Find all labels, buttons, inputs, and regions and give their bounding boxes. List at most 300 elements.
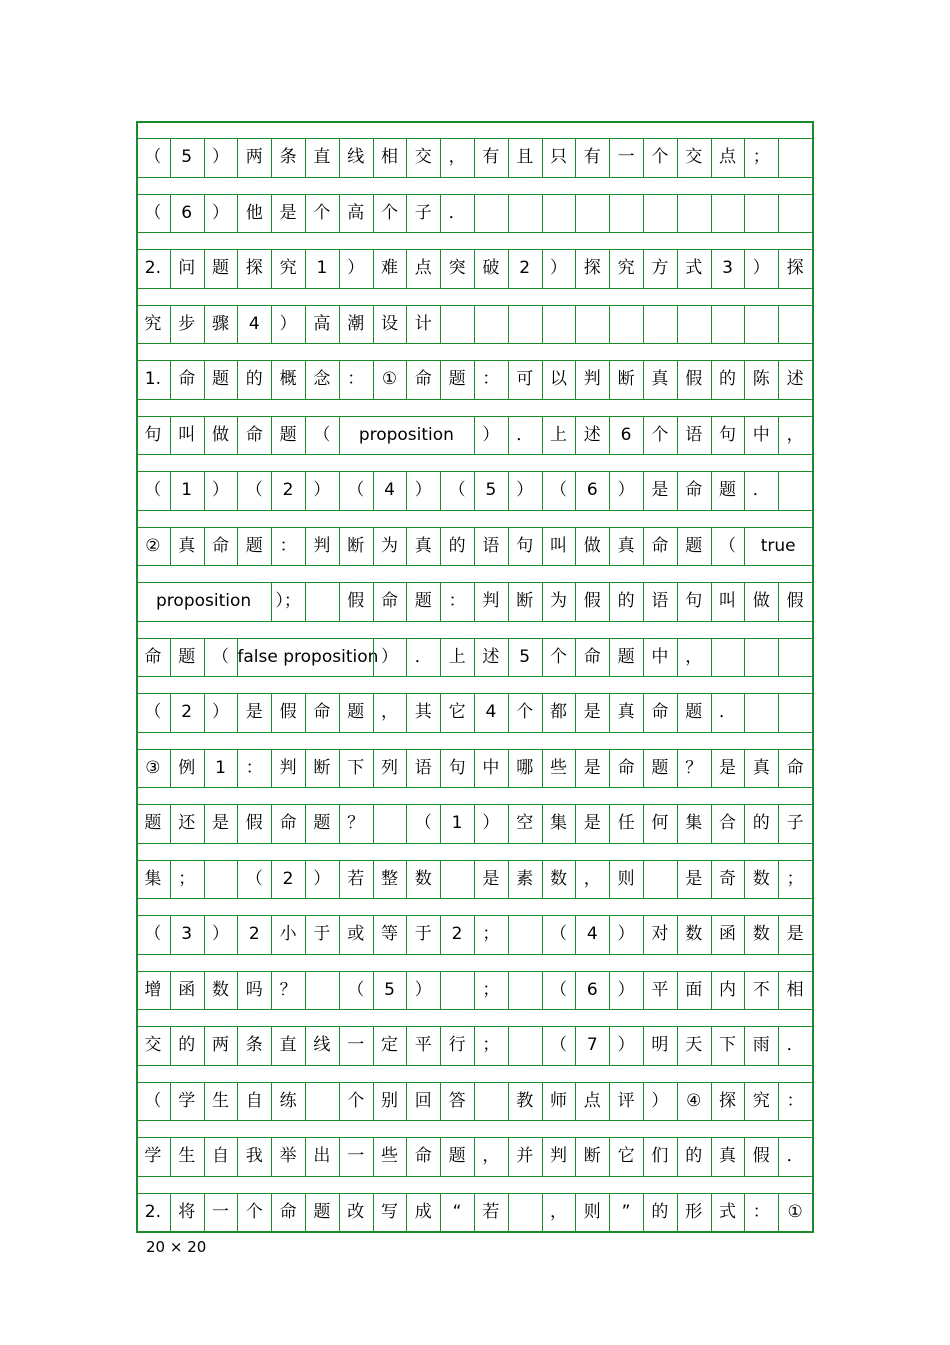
grid-cell: 3 [722,258,733,278]
grid-cell: true [760,535,796,556]
grid-cell: （ [144,924,162,944]
grid-cell: 命 [245,424,263,445]
grid-cell: ） [313,868,331,889]
grid-cell: 命 [380,591,398,611]
grid-cell: ： [448,591,466,611]
grid-cell [508,915,542,954]
grid-row-line [136,1120,812,1121]
grid-cell: 的 [651,1201,669,1222]
grid-cell: 题 [347,702,365,722]
grid-cell: 假 [583,591,601,611]
grid-cell: （ [549,924,567,944]
grid-cell: 直 [279,1035,297,1055]
grid-cell: 是 [583,813,601,833]
grid-cell: 是 [718,757,736,778]
grid-cell: 何 [651,813,669,833]
grid-cell: 函 [178,979,196,1000]
grid-cell: 改 [347,1201,365,1222]
grid-cell: 都 [549,702,567,722]
grid-row-line [136,898,812,899]
grid-cell: 内 [718,979,736,1000]
grid-cell: 奇 [718,868,736,889]
grid-cell: 探 [583,258,601,278]
grid-cell: 两 [211,1035,229,1055]
grid-cell: 究 [617,258,635,278]
grid-cell: 1 [451,813,463,833]
grid-cell: 概 [279,369,297,389]
grid-cell: ， [685,646,703,667]
grid-cell: 假 [685,369,703,389]
grid-cell: 数 [549,868,567,889]
grid-cell: 我 [245,1146,263,1166]
grid-cell: 题 [685,535,703,556]
grid-cell: 任 [617,813,635,833]
grid-cell: false proposition [237,646,379,667]
manuscript-grid [136,121,812,1231]
grid-cell: 题 [718,480,736,500]
grid-cell: 生 [178,1146,196,1166]
grid-cell: 命 [279,813,297,833]
grid-cell: 条 [279,147,297,167]
grid-cell: ： [482,369,500,389]
grid-cell: 为 [380,535,398,556]
grid-cell: 一 [347,1146,365,1166]
grid-cell: （ [144,480,162,500]
grid-cell [744,194,778,233]
grid-cell: 数 [211,979,229,1000]
grid-cell: ； [178,868,196,889]
grid-cell: 题 [144,813,162,833]
grid-cell: 题 [245,535,263,556]
grid-cell [508,1193,542,1232]
grid-cell: 5 [485,480,497,500]
grid-cell: 语 [414,757,432,778]
grid-cell: 且 [516,147,534,167]
grid-cell: 等 [380,924,398,944]
grid-cell [609,305,643,344]
grid-cell: 6 [586,480,598,500]
grid-cell: ” [621,1201,631,1222]
grid-cell: 若 [347,868,365,889]
grid-cell: 破 [482,258,500,278]
grid-cell: ） [211,480,229,500]
grid-cell: 判 [583,369,601,389]
grid-cell: 或 [347,924,365,944]
grid-cell: ） [482,813,500,833]
grid-cell: 假 [347,591,365,611]
grid-row-line [136,954,812,955]
grid-cell [542,194,576,233]
grid-cell: 相 [786,979,804,1000]
grid-cell: 4 [248,313,260,334]
grid-cell [609,194,643,233]
grid-cell: 形 [685,1201,703,1222]
grid-cell: ： [279,535,297,556]
grid-cell: 做 [752,591,770,611]
grid-cell: 题 [279,424,297,445]
grid-cell: 真 [617,535,635,556]
grid-cell: 个 [516,702,534,722]
grid-cell: ） [617,979,635,1000]
grid-cell: 判 [313,535,331,556]
grid-cell [440,860,474,899]
grid-cell: （ [347,979,365,1000]
grid-cell: 有 [482,147,500,167]
grid-cell [373,804,407,843]
grid-cell: 判 [279,757,297,778]
grid-cell: （ [144,1090,162,1111]
grid-cell: 题 [651,757,669,778]
grid-cell: 点 [414,258,432,278]
grid-cell: ② [145,535,161,556]
grid-cell [778,471,812,510]
grid-cell: 叫 [178,424,196,445]
grid-cell: 命 [685,480,703,500]
grid-cell: （ [245,868,263,889]
grid-cell: ． [516,424,534,445]
grid-cell: 有 [583,147,601,167]
grid-row-line [136,676,812,677]
grid-cell: 句 [718,424,736,445]
grid-cell: 命 [279,1201,297,1222]
grid-cell: proposition [358,424,454,445]
grid-cell: ． [414,646,432,667]
grid-cell: 数 [414,868,432,889]
grid-cell: ； [482,1035,500,1055]
grid-cell: 练 [279,1090,297,1111]
grid-cell: 的 [718,369,736,389]
grid-cell: 命 [414,1146,432,1166]
grid-cell: 问 [178,258,196,278]
grid-cell: 述 [583,424,601,445]
grid-cell [778,638,812,677]
grid-cell: ） [617,924,635,944]
grid-cell: 的 [617,591,635,611]
grid-cell [204,860,238,899]
grid-cell [474,305,508,344]
grid-cell: 步 [178,313,196,334]
grid-cell: 集 [144,868,162,889]
grid-cell: ） [380,646,398,667]
grid-cell [508,1026,542,1065]
grid-cell: 7 [586,1035,598,1055]
grid-cell: 小 [279,924,297,944]
grid-cell: 2 [181,702,193,722]
grid-cell: 中 [752,424,770,445]
grid-cell: 题 [178,646,196,667]
grid-cell: 自 [245,1090,263,1111]
grid-cell: 述 [786,369,804,389]
grid-cell [508,194,542,233]
grid-cell: 句 [685,591,703,611]
grid-cell: 真 [414,535,432,556]
grid-cell: ） [313,480,331,500]
grid-cell: 命 [211,535,229,556]
grid-cell: 语 [482,535,500,556]
grid-cell: proposition [156,591,252,611]
grid-cell: 一 [347,1035,365,1055]
grid-cell: ） [752,258,770,278]
grid-cell: （ [414,813,432,833]
grid-cell: 题 [313,1201,331,1222]
grid-cell [677,305,711,344]
grid-cell: 数 [685,924,703,944]
grid-cell: ， [482,1146,500,1166]
grid-cell: ， [448,147,466,167]
grid-cell: 中 [651,646,669,667]
grid-cell: ， [786,424,804,445]
grid-cell: ； [482,979,500,1000]
grid-cell: 教 [516,1090,534,1111]
grid-cell: 判 [549,1146,567,1166]
grid-cell: 式 [685,258,703,278]
grid-cell [711,305,745,344]
grid-cell: 平 [651,979,669,1000]
grid-cell: 假 [786,591,804,611]
grid-cell: （ [144,202,162,223]
grid-cell: ① [381,369,398,389]
grid-cell: 4 [384,480,395,500]
grid-cell: 个 [313,202,331,223]
grid-cell: （ [144,702,162,722]
grid-cell: ） [211,702,229,722]
grid-cell: 真 [718,1146,736,1166]
grid-cell: 方 [651,258,669,278]
grid-cell: 命 [617,757,635,778]
grid-cell: 素 [516,868,534,889]
grid-cell: 上 [448,646,466,667]
grid-cell: 个 [549,646,567,667]
grid-cell: 5 [384,979,395,1000]
grid-cell: 师 [549,1090,567,1111]
grid-cell: 交 [685,147,703,167]
grid-cell: 是 [685,868,703,889]
grid-cell: ） [211,924,229,944]
grid-cell: 5 [519,646,531,667]
grid-row-line [136,399,812,400]
grid-cell: 的 [685,1146,703,1166]
grid-row-line [136,177,812,178]
grid-cell: 些 [549,757,567,778]
grid-cell: 它 [448,702,466,722]
grid-cell: ： [245,757,263,778]
grid-cell: 并 [516,1146,534,1166]
grid-cell: 雨 [752,1035,770,1055]
grid-cell: 天 [685,1035,703,1055]
grid-cell: （ [549,979,567,1000]
grid-cell: ） [617,1035,635,1055]
grid-row-line [136,732,812,733]
grid-cell: 举 [279,1146,297,1166]
grid-cell: 中 [482,757,500,778]
grid-cell: 可 [516,369,534,389]
grid-cell: 4 [485,702,497,722]
grid-cell: 是 [786,924,804,944]
grid-cell: 子 [414,202,432,223]
grid-cell: 句 [516,535,534,556]
grid-cell: ． [786,1146,804,1166]
grid-cell: 题 [617,646,635,667]
grid-cell: 5 [181,147,193,167]
grid-cell: 叫 [549,535,567,556]
grid-cell: 则 [617,868,635,889]
grid-cell: 则 [583,1201,601,1222]
grid-cell: 面 [685,979,703,1000]
grid-cell: 1 [316,258,328,278]
grid-cell: 题 [448,1146,466,1166]
grid-cell: 一 [211,1201,229,1222]
grid-cell: ） [516,480,534,500]
grid-cell [575,305,609,344]
grid-cell: 1 [215,757,226,778]
grid-cell: 究 [752,1090,770,1111]
grid-cell: 述 [482,646,500,667]
grid-cell [778,693,812,732]
grid-cell: 断 [617,369,635,389]
grid-cell [508,971,542,1010]
grid-cell: 语 [685,424,703,445]
grid-cell: 成 [414,1201,432,1222]
grid-cell: 整 [380,868,398,889]
grid-cell: 命 [178,369,196,389]
grid-cell: 究 [279,258,297,278]
grid-cell: 的 [752,813,770,833]
grid-cell: ： [752,1201,770,1222]
grid-cell: 是 [651,480,669,500]
grid-cell: 2. [144,258,162,278]
grid-cell: 对 [651,924,669,944]
grid-cell: 断 [583,1146,601,1166]
grid-cell: 断 [347,535,365,556]
grid-cell: ． [786,1035,804,1055]
grid-cell: 自 [211,1146,229,1166]
grid-cell: 合 [718,813,736,833]
grid-cell [711,194,745,233]
grid-cell: 定 [380,1035,398,1055]
grid-cell: 断 [516,591,534,611]
grid-cell: 若 [482,1201,500,1222]
grid-cell: 增 [144,979,162,1000]
grid-cell: ， [380,702,398,722]
grid-cell: （ [718,535,736,556]
grid-cell: 叫 [718,591,736,611]
grid-cell: ） [211,202,229,223]
grid-cell: （ [347,480,365,500]
grid-cell [508,305,542,344]
grid-cell: 的 [178,1035,196,1055]
grid-cell: 平 [414,1035,432,1055]
grid-cell: 数 [752,924,770,944]
grid-cell: ： [347,369,365,389]
grid-cell: 2 [519,258,531,278]
grid-cell: 2. [144,1201,162,1222]
grid-cell: 别 [380,1090,398,1111]
grid-cell: 以 [549,369,567,389]
grid-cell: 例 [178,757,196,778]
grid-cell: 的 [448,535,466,556]
grid-cell: 一 [617,147,635,167]
grid-cell: 探 [786,258,804,278]
grid-cell: 函 [718,924,736,944]
grid-cell: 题 [313,813,331,833]
grid-cell [778,305,812,344]
grid-cell: （ [448,480,466,500]
grid-cell: 1 [181,480,193,500]
grid-cell: 题 [685,702,703,722]
grid-cell [643,194,677,233]
grid-cell: 交 [414,147,432,167]
grid-cell: （ [549,480,567,500]
grid-cell: 假 [279,702,297,722]
grid-cell: ， [583,868,601,889]
grid-cell: 是 [245,702,263,722]
grid-cell: ． [718,702,736,722]
grid-cell: ） [617,480,635,500]
grid-cell: 潮 [347,313,365,334]
grid-cell: 做 [211,424,229,445]
grid-cell: 突 [448,258,466,278]
grid-cell: ③ [145,757,161,778]
grid-cell: （ [549,1035,567,1055]
grid-cell: 他 [245,202,263,223]
grid-cell: ； [482,924,500,944]
grid-cell: 句 [448,757,466,778]
grid-cell [643,305,677,344]
grid-cell [542,305,576,344]
grid-cell: 6 [586,979,598,1000]
grid-cell: 究 [144,313,162,334]
grid-cell: （ [245,480,263,500]
grid-cell: 列 [380,757,398,778]
grid-cell: 线 [347,147,365,167]
grid-cell [711,638,745,677]
grid-cell: 写 [380,1201,398,1222]
grid-row-line [136,343,812,344]
grid-cell: 集 [549,813,567,833]
grid-cell: 的 [245,369,263,389]
grid-row-line [136,843,812,844]
grid-cell [744,305,778,344]
grid-cell: 假 [752,1146,770,1166]
grid-cell: 命 [414,369,432,389]
grid-cell: ） [414,480,432,500]
grid-cell: 真 [651,369,669,389]
grid-cell: 还 [178,813,196,833]
grid-cell: ① [787,1201,803,1222]
grid-cell: ） [347,258,365,278]
grid-cell: 命 [786,757,804,778]
grid-cell: 题 [211,369,229,389]
grid-cell: 3 [181,924,193,944]
grid-cell: 条 [245,1035,263,1055]
grid-cell: 6 [620,424,632,445]
grid-cell: ， [549,1201,567,1222]
grid-cell: 命 [313,702,331,722]
grid-cell: 线 [313,1035,331,1055]
grid-cell: 4 [586,924,598,944]
grid-cell: 相 [380,147,398,167]
grid-cell: 2 [248,924,260,944]
grid-cell [474,194,508,233]
grid-cell: 题 [211,258,229,278]
grid-cell: ） [414,979,432,1000]
grid-row-line [136,787,812,788]
grid-cell: 回 [414,1090,432,1111]
grid-cell: 学 [178,1090,196,1111]
grid-cell: 明 [651,1035,669,1055]
grid-cell: 真 [178,535,196,556]
grid-cell: 下 [347,757,365,778]
